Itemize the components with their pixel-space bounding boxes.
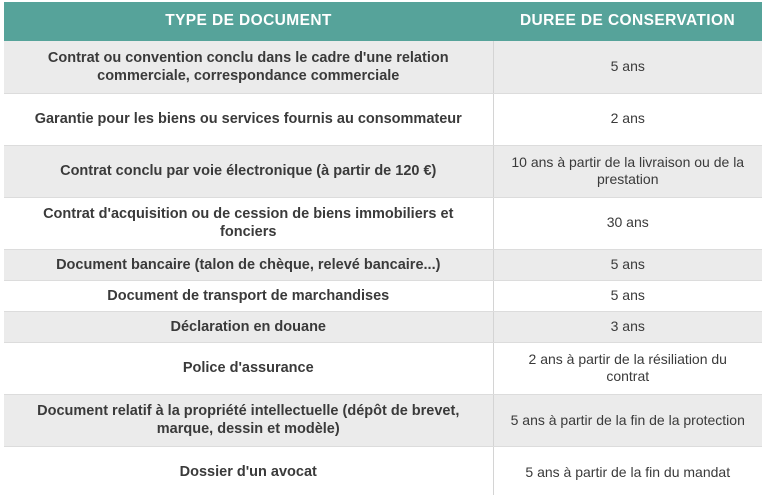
table-header-row xyxy=(4,2,762,41)
cell-retention-duration: 3 ans xyxy=(493,311,762,342)
table-row xyxy=(4,394,762,446)
cell-document-type: Dossier d'un avocat xyxy=(4,446,493,495)
table-row xyxy=(4,41,762,93)
table-row xyxy=(4,311,762,342)
table-row xyxy=(4,280,762,311)
column-header-duree-de-conservation: DUREE DE CONSERVATION xyxy=(519,12,736,29)
cell-document-type: Document bancaire (talon de chèque, relevé bancaire...) xyxy=(4,249,493,280)
cell-retention-duration: 5 ans xyxy=(493,41,762,93)
cell-retention-duration: 30 ans xyxy=(493,197,762,249)
cell-document-type: Police d'assurance xyxy=(4,342,493,394)
table-row xyxy=(4,446,762,495)
cell-retention-duration: 10 ans à partir de la livraison ou de la prestation xyxy=(493,145,762,197)
cell-retention-duration: 5 ans xyxy=(493,249,762,280)
table-row xyxy=(4,197,762,249)
table-row xyxy=(4,249,762,280)
cell-document-type: Garantie pour les biens ou services fournis au consommateur xyxy=(4,93,493,145)
table-row xyxy=(4,145,762,197)
cell-retention-duration: 5 ans à partir de la fin de la protection xyxy=(493,394,762,446)
column-header-type-de-document: TYPE DE DOCUMENT xyxy=(165,12,332,29)
cell-document-type: Déclaration en douane xyxy=(4,311,493,342)
document-retention-table xyxy=(4,2,762,495)
table-row xyxy=(4,342,762,394)
cell-document-type: Contrat d'acquisition ou de cession de biens immobiliers et fonciers xyxy=(4,197,493,249)
cell-retention-duration: 5 ans à partir de la fin du mandat xyxy=(493,446,762,495)
cell-document-type: Contrat conclu par voie électronique (à partir de 120 €) xyxy=(4,145,493,197)
table-body xyxy=(4,41,762,495)
cell-retention-duration: 5 ans xyxy=(493,280,762,311)
cell-document-type: Document de transport de marchandises xyxy=(4,280,493,311)
cell-retention-duration: 2 ans xyxy=(493,93,762,145)
table-row xyxy=(4,93,762,145)
cell-retention-duration: 2 ans à partir de la résiliation du contrat xyxy=(493,342,762,394)
cell-document-type: Contrat ou convention conclu dans le cadre d'une relation commerciale, correspondance commerciale xyxy=(4,41,493,93)
cell-document-type: Document relatif à la propriété intellectuelle (dépôt de brevet, marque, dessin et modèle) xyxy=(4,394,493,446)
table-header xyxy=(4,2,762,41)
